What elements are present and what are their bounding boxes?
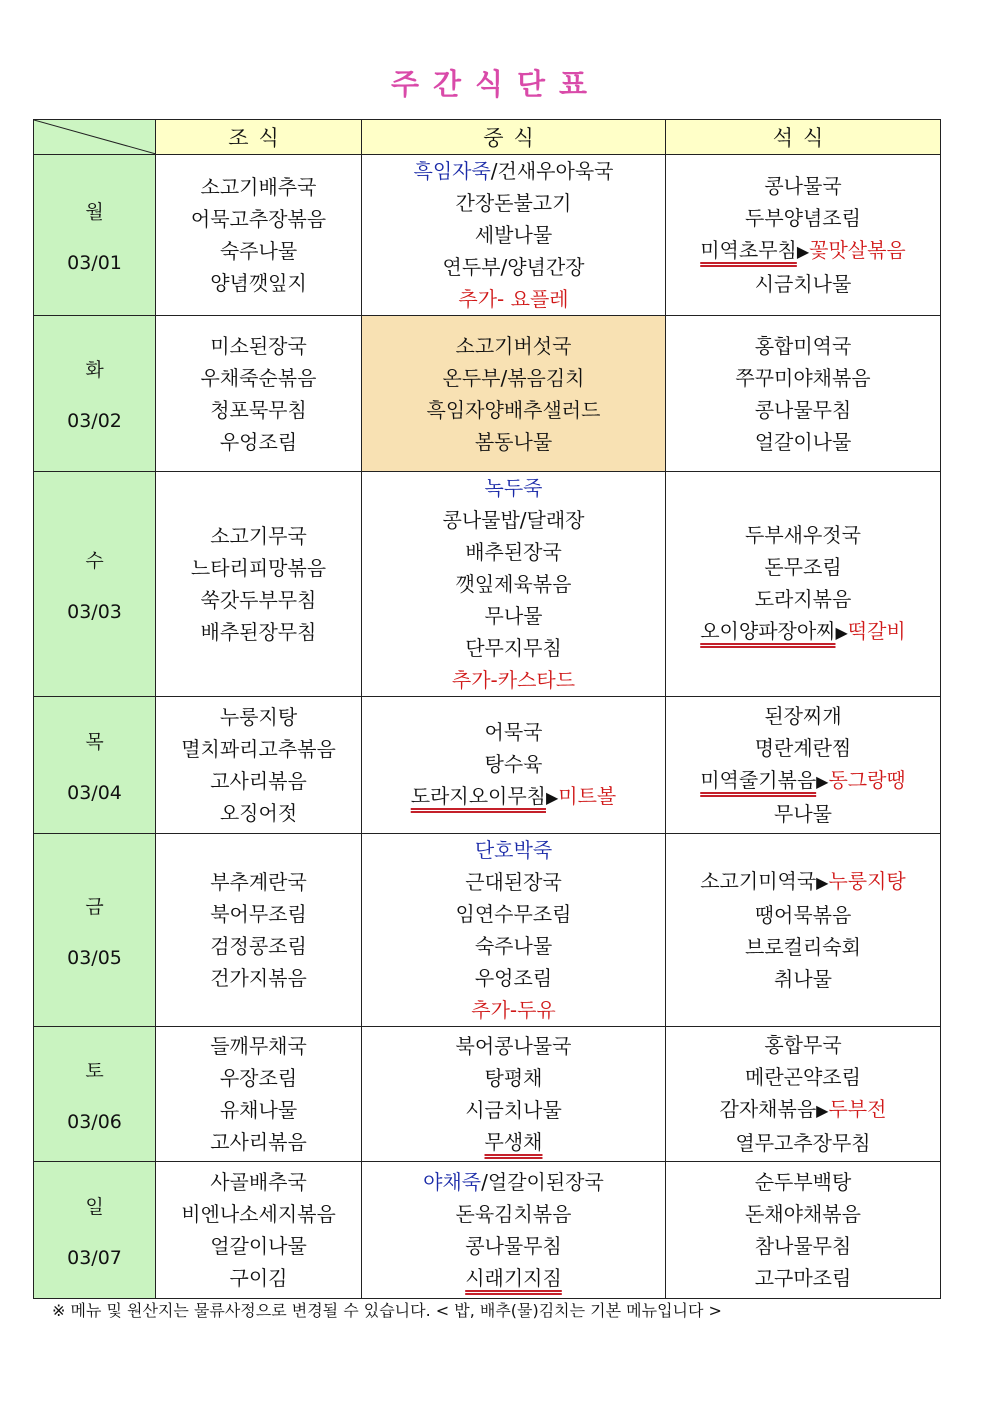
alternate-dish-text: 떡갈비 [847,619,906,643]
day-name: 화 [85,359,104,381]
menu-item [666,394,940,426]
dish-text: 시금치나물 [754,272,852,296]
dish-text: 콩나물무침 [754,397,852,422]
dish-text: 무나물 [774,802,832,826]
dinner-cell [666,472,941,697]
dish-text: 추가-두유 [471,998,556,1022]
menu-item [362,362,665,394]
header-row [34,120,941,155]
dish-text: 시래기지짐 [465,1266,562,1290]
menu-item: 얼갈이나물 [210,1234,307,1258]
dish-text: 쭈꾸미야채볶음 [735,365,871,390]
menu-item [362,536,665,568]
day-cell [34,1162,156,1299]
menu-item [666,1198,940,1230]
dish-text: 오이양파장아찌 [700,619,836,643]
diagonal-line [34,120,156,154]
menu-item [362,1262,665,1294]
dish-text: 된장찌개 [764,704,842,728]
dish-text: 콩나물무침 [465,1234,562,1258]
lunch-cell [362,155,666,316]
menu-item: 멸치꽈리고추볶음 [181,737,336,761]
dish-text: 우엉조림 [474,966,553,990]
day-date: 03/01 [67,251,122,274]
arrow-icon: ▶ [796,242,810,261]
menu-item [666,551,940,583]
menu-item: 사골배추국 [210,1170,307,1194]
menu-item: 소고기무국 [210,524,307,548]
menu-item: 느타리피망볶음 [190,556,327,580]
dinner-cell [666,1027,941,1162]
alternate-dish-text: 미트볼 [558,784,617,808]
dish-text: 어묵국 [484,720,543,744]
day-cell [34,697,156,834]
menu-item [362,1230,665,1262]
lunch-cell [362,472,666,697]
menu-item [666,268,940,300]
dish-text: 간장돈불고기 [455,191,572,215]
day-name: 토 [85,1059,104,1082]
dish-text: 고구마조림 [754,1266,852,1290]
dish-text: 소고기버섯국 [455,333,572,358]
menu-item [666,1127,940,1159]
dinner-cell [666,1162,941,1299]
dish-text: 열무고추장무침 [735,1131,871,1155]
menu-item [362,632,665,664]
day-name: 월 [85,200,104,223]
page-title: 주간식단표 [390,67,602,101]
dish-text: 홍합무국 [764,1033,842,1057]
menu-item: 북어무조림 [210,902,307,926]
dish-text: /건새우아욱국 [490,159,614,183]
day-name: 일 [85,1195,104,1218]
menu-item [666,615,940,649]
menu-item [666,798,940,830]
menu-item [362,748,665,780]
arrow-icon: ▶ [816,873,829,892]
arrow-icon: ▶ [816,772,829,791]
menu-item [666,1230,940,1262]
menu-item: 고사리볶음 [210,1130,307,1154]
menu-item [362,716,665,748]
dish-text: 브로컬리숙회 [745,935,861,959]
porridge-text: 흑임자죽 [413,159,491,183]
menu-item [362,283,665,315]
day-cell [34,472,156,697]
dish-text: 흑임자양배추샐러드 [426,397,601,422]
day-row [34,1027,941,1162]
dish-text: 무나물 [484,604,543,628]
menu-item: 우채죽순볶음 [200,365,317,390]
menu-item [362,504,665,536]
day-name: 수 [85,549,104,572]
menu-item: 구이김 [229,1266,288,1290]
arrow-icon: ▶ [545,788,559,807]
dinner-cell [666,697,941,834]
breakfast-cell [156,1162,362,1299]
day-cell [34,155,156,316]
header-dinner: 석식 [666,120,941,155]
lunch-cell [362,834,666,1027]
menu-item: 우엉조림 [219,429,298,454]
day-row [34,1162,941,1299]
dish-text: 도라지오이무침 [410,784,546,808]
menu-item: 유채나물 [219,1098,298,1122]
dish-text: 소고기미역국 [700,869,817,893]
menu-item: 검정콩조림 [210,934,307,958]
alternate-dish-text: 동그랑땡 [828,768,906,792]
menu-item: 비엔나소세지볶음 [181,1202,336,1226]
menu-item [362,472,665,504]
lunch-cell [362,1162,666,1299]
menu-item [362,664,665,696]
header-lunch: 중식 [362,120,666,155]
dish-text: 추가- 요플레 [458,287,569,311]
menu-item [666,170,940,202]
menu-item: 우장조림 [219,1066,298,1090]
breakfast-cell [156,697,362,834]
menu-item: 미소된장국 [210,333,307,358]
menu-item [666,519,940,551]
menu-item [666,732,940,764]
dish-text: 콩나물밥/달래장 [442,508,585,532]
dish-text: 땡어묵볶음 [754,903,852,927]
menu-item [666,583,940,615]
menu-item [666,330,940,362]
menu-item [666,764,940,798]
dish-text: 미역줄기볶음 [700,768,817,792]
dish-text: 메란곤약조림 [745,1065,861,1089]
dish-text: 두부새우젓국 [745,523,861,547]
dish-text: 세발나물 [474,223,553,247]
menu-item: 배추된장무침 [200,620,317,644]
menu-item [362,330,665,362]
menu-item [362,600,665,632]
dish-text: 감자채볶음 [719,1097,817,1121]
menu-item [666,1093,940,1127]
dish-text: 돈채야채볶음 [745,1202,861,1226]
menu-item [362,834,665,866]
menu-item [362,898,665,930]
day-row [34,697,941,834]
menu-item: 소고기배추국 [200,175,317,199]
day-date: 03/03 [67,600,122,623]
menu-item [666,426,940,458]
dish-text: 콩나물국 [764,174,842,198]
menu-item: 부추계란국 [210,870,307,894]
menu-item [666,963,940,995]
day-cell [34,834,156,1027]
dish-text: 임연수무조림 [455,902,572,926]
dish-text: 돈무조림 [764,555,842,579]
breakfast-cell [156,155,362,316]
day-date: 03/02 [67,410,122,432]
menu-item [666,1029,940,1061]
menu-item [666,234,940,268]
arrow-icon: ▶ [816,1101,829,1120]
lunch-cell [362,1027,666,1162]
menu-item [362,155,665,187]
menu-item [666,202,940,234]
dish-text: 추가-카스타드 [451,668,576,692]
breakfast-cell [156,834,362,1027]
menu-item [362,962,665,994]
menu-item [666,931,940,963]
day-name: 금 [85,895,104,918]
day-date: 03/04 [67,781,122,804]
breakfast-cell [156,472,362,697]
dish-text: 북어콩나물국 [455,1034,572,1058]
dish-text: 미역초무침 [700,238,797,262]
menu-item [362,426,665,458]
menu-item: 쑥갓두부무침 [200,588,317,612]
menu-item [362,1198,665,1230]
menu-item [362,187,665,219]
day-date: 03/05 [67,946,122,969]
alternate-dish-text: 누룽지탕 [828,869,906,893]
menu-item [362,394,665,426]
day-date: 03/07 [67,1246,122,1269]
header-breakfast: 조식 [156,120,362,155]
dinner-cell [666,155,941,316]
dish-text: 도라지볶음 [754,587,852,611]
menu-item [362,251,665,283]
dish-text: 얼갈이나물 [754,429,852,454]
dish-text: 봄동나물 [474,429,553,454]
lunch-cell [362,316,666,472]
day-row [34,472,941,697]
corner-cell [34,120,156,155]
menu-item [362,780,665,814]
weekly-menu-table [33,119,941,1299]
day-cell [34,316,156,472]
menu-item [362,994,665,1026]
lunch-cell [362,697,666,834]
menu-item: 청포묵무침 [210,397,307,422]
dinner-cell [666,834,941,1027]
dish-text: 녹두죽 [484,476,543,500]
menu-item: 숙주나물 [219,239,298,263]
menu-item [362,1030,665,1062]
menu-item [362,866,665,898]
menu-item [362,219,665,251]
dish-text: 돈육김치볶음 [455,1202,572,1226]
dish-text: 탕평채 [484,1066,543,1090]
dish-text: 온두부/볶음김치 [442,365,585,390]
menu-item: 건가지볶음 [210,966,307,990]
dish-text: 두부양념조림 [745,206,861,230]
dish-text: 단무지무침 [465,636,562,660]
day-row [34,834,941,1027]
dish-text: /얼갈이된장국 [481,1170,604,1194]
day-cell [34,1027,156,1162]
arrow-icon: ▶ [835,623,848,642]
day-row [34,316,941,472]
menu-item: 누룽지탕 [219,705,298,729]
menu-item [666,1262,940,1294]
dish-text: 명란계란찜 [754,736,852,760]
alternate-dish-text: 꽃맛살볶음 [809,238,906,262]
dish-text: 홍합미역국 [754,333,852,358]
menu-item [362,1166,665,1198]
dish-text: 단호박죽 [474,838,553,862]
dish-text: 배추된장국 [465,540,562,564]
menu-item [666,700,940,732]
menu-item [666,362,940,394]
day-date: 03/06 [67,1110,122,1133]
menu-item [666,899,940,931]
dish-text: 숙주나물 [474,934,553,958]
dish-text: 깻잎제육볶음 [455,572,572,596]
menu-item [666,1061,940,1093]
footer-note: ※ 메뉴 및 원산지는 물류사정으로 변경될 수 있습니다. < 밥, 배추(물)김치는 기본 메뉴입니다 > [52,1301,722,1320]
menu-item [362,1126,665,1158]
menu-item: 들깨무채국 [210,1034,307,1058]
menu-item: 어묵고추장볶음 [190,207,327,231]
day-row [34,155,941,316]
dish-text: 근대된장국 [465,870,562,894]
dish-text: 연두부/양념간장 [442,255,585,279]
porridge-text: 야채죽 [423,1170,482,1194]
dish-text: 무생채 [484,1130,543,1154]
day-name: 목 [85,730,104,753]
alternate-dish-text: 두부전 [828,1097,887,1121]
menu-item: 오징어젓 [219,801,298,825]
menu-item [362,930,665,962]
breakfast-cell [156,1027,362,1162]
breakfast-cell [156,316,362,472]
dish-text: 탕수육 [484,752,543,776]
menu-item [362,1094,665,1126]
dish-text: 참나물무침 [754,1234,852,1258]
dish-text: 취나물 [774,967,832,991]
menu-item [666,1166,940,1198]
dinner-cell [666,316,941,472]
menu-item [666,865,940,899]
menu-item [362,1062,665,1094]
dish-text: 순두부백탕 [754,1170,852,1194]
dish-text: 시금치나물 [465,1098,562,1122]
menu-item: 양념깻잎지 [210,271,307,295]
menu-item [362,568,665,600]
menu-item: 고사리볶음 [210,769,307,793]
